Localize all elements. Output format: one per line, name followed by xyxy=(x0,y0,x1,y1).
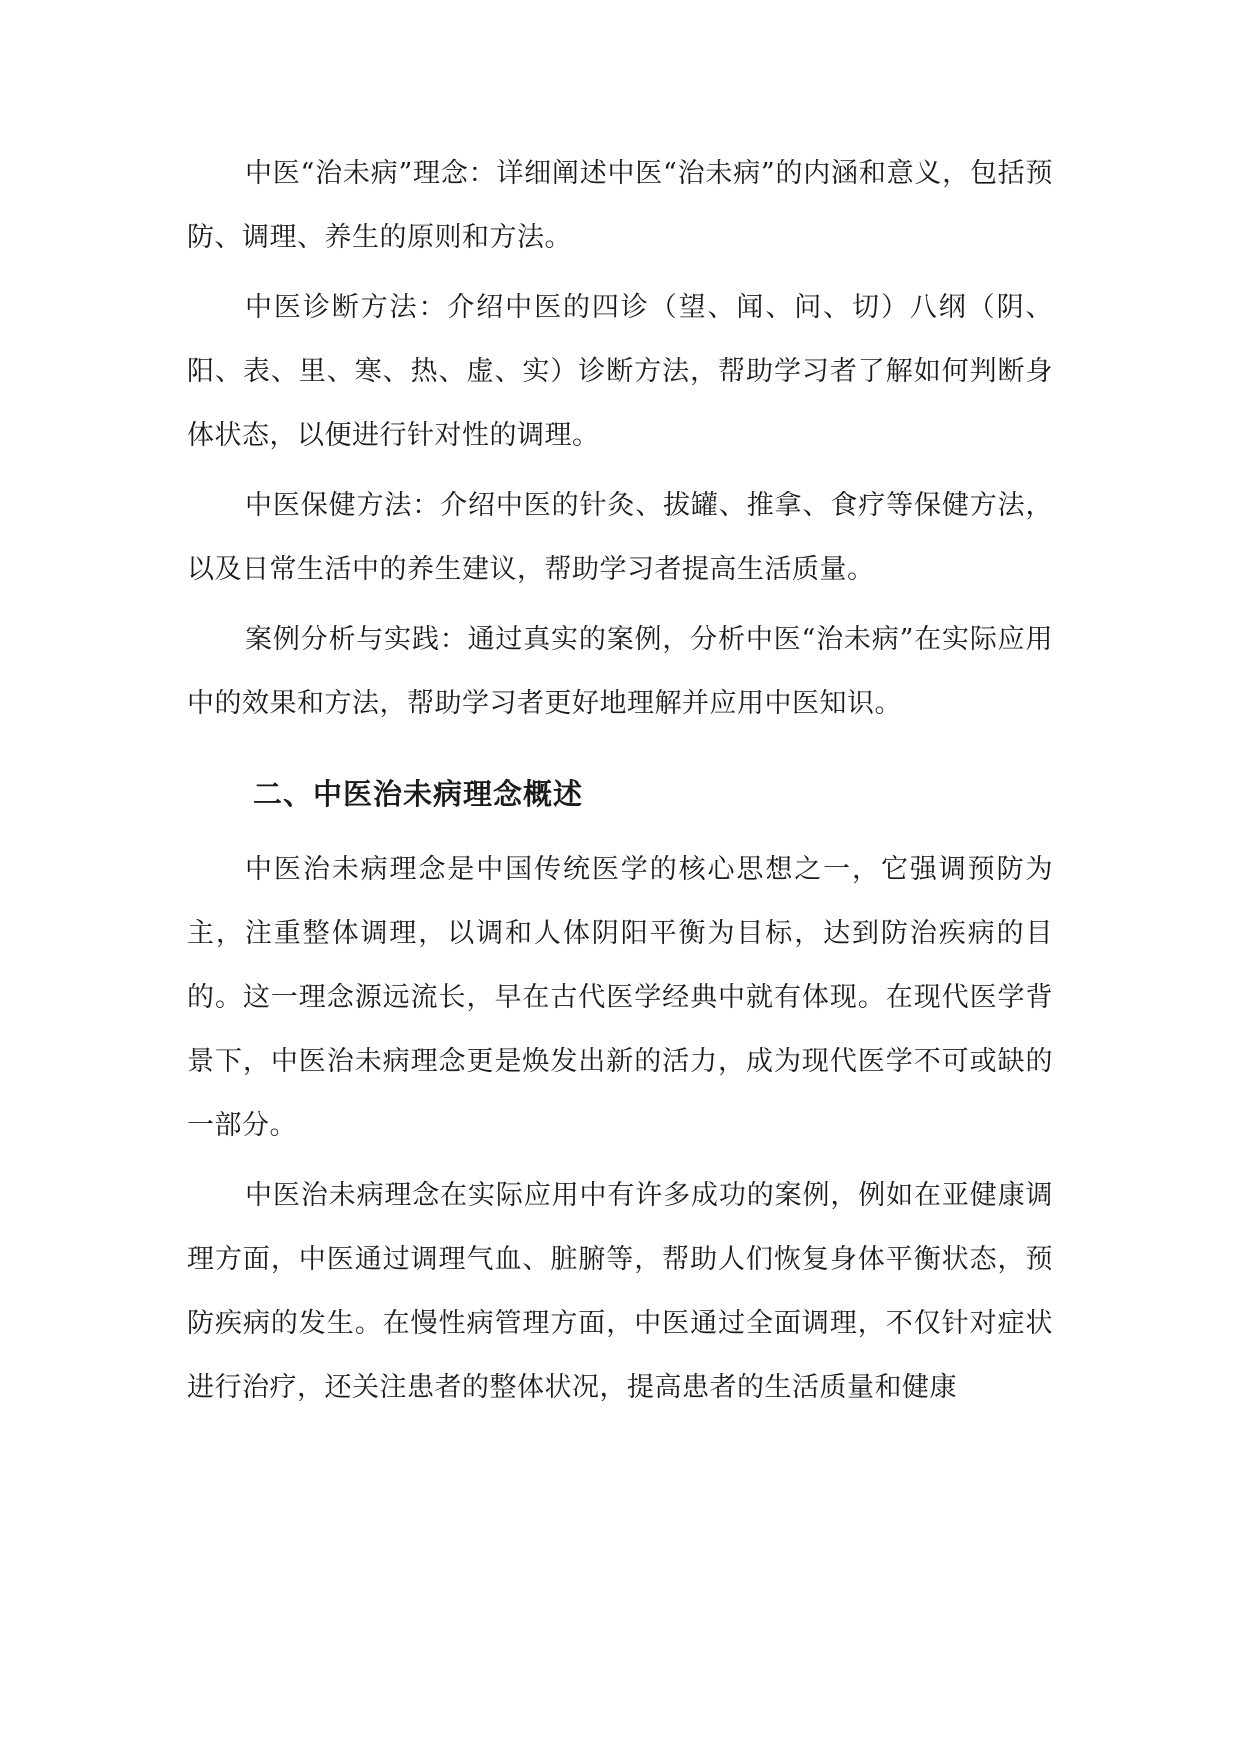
paragraph-zhiweibing-concept: 中医“治未病”理念：详细阐述中医“治未病”的内涵和意义，包括预防、调理、养生的原则和方法。 xyxy=(187,158,1053,253)
paragraph-diagnosis-methods: 中医诊断方法：介绍中医的四诊（望、闻、问、切）八纲（阴、阳、表、里、寒、热、虚、实）诊断方法，帮助学习者了解如何判断身体状态，以便进行针对性的调理。 xyxy=(187,292,1053,451)
paragraph-health-methods: 中医保健方法：介绍中医的针灸、拔罐、推拿、食疗等保健方法，以及日常生活中的养生建议，帮助学习者提高生活质量。 xyxy=(187,490,1053,585)
paragraph-overview: 中医治未病理念是中国传统医学的核心思想之一，它强调预防为主，注重整体调理，以调和人体阴阳平衡为目标，达到防治疾病的目的。这一理念源远流长，早在古代医学经典中就有体现。在现代医学背景下，中医治未病理念更是焕发出新的活力，成为现代医学不可或缺的一部分。 xyxy=(187,854,1053,1141)
paragraph-case-analysis: 案例分析与实践：通过真实的案例，分析中医“治未病”在实际应用中的效果和方法，帮助学习者更好地理解并应用中医知识。 xyxy=(187,624,1053,719)
section-heading: 二、中医治未病理念概述 xyxy=(253,777,584,811)
document-body xyxy=(187,142,1053,1426)
paragraph-applications: 中医治未病理念在实际应用中有许多成功的案例，例如在亚健康调理方面，中医通过调理气血、脏腑等，帮助人们恢复身体平衡状态，预防疾病的发生。在慢性病管理方面，中医通过全面调理，不仅针对症状进行治疗，还关注患者的整体状况，提高患者的生活质量和健康 xyxy=(187,1180,1053,1403)
